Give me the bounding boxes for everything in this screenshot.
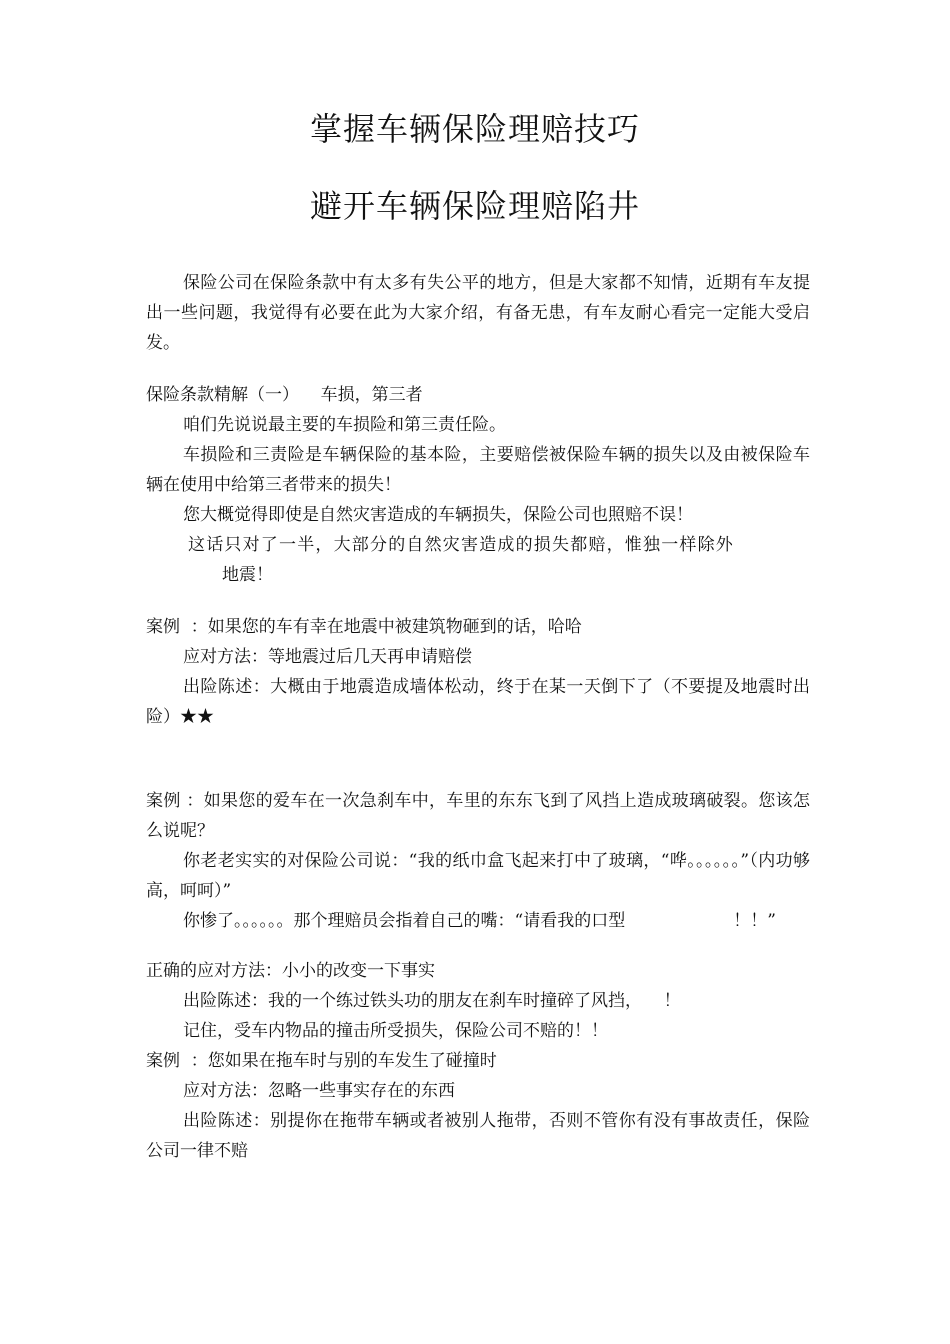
case-1-statement: 出险陈述：大概由于地震造成墙体松动，终于在某一天倒下了（不要提及地震时出险）★★ [146, 677, 810, 727]
case-2-paragraph: 你老老实实的对保险公司说：“我的纸巾盒飞起来打中了玻璃，“哗。。。。。。”（内功够高，呵呵）” [146, 851, 810, 901]
intro-section [146, 268, 810, 358]
section-1-line-3: 这话只对了一半，大部分的自然灾害造成的损失都赔，惟独一样除外 [188, 535, 734, 555]
section-1-heading: 保险条款精解（一） 车损，第三者 [146, 385, 423, 405]
case-2-title: 案例 ：如果您的爱车在一次急刹车中，车里的东东飞到了风挡上造成玻璃破裂。您该怎么说呢？ [146, 791, 810, 841]
section-1-line-4: 地震！ [222, 565, 273, 585]
case-2-correct-method [146, 956, 810, 1046]
case-1-method: 应对方法：等地震过后几天再申请赔偿 [183, 647, 472, 667]
section-1 [146, 380, 810, 590]
case-3-title: 案例 ：您如果在拖车时与别的车发生了碰撞时 [146, 1051, 497, 1071]
section-1-paragraph: 车损险和三责险是车辆保险的基本险，主要赔偿被保险车辆的损失以及由被保险车辆在使用中给第三者带来的损失！ [146, 445, 810, 495]
case-3-method: 应对方法：忽略一些事实存在的东西 [183, 1081, 455, 1101]
case-3-statement: 出险陈述：别提你在拖带车辆或者被别人拖带，否则不管你有没有事故责任，保险公司一律不赔 [146, 1111, 810, 1161]
case-2-method: 正确的应对方法：小小的改变一下事实 [146, 961, 435, 981]
document-title-line-1: 掌握车辆保险理赔技巧 [309, 110, 640, 148]
intro-paragraph: 保险公司在保险条款中有太多有失公平的地方，但是大家都不知情，近期有车友提出一些问题，我觉得有必要在此为大家介绍，有备无患，有车友耐心看完一定能大受启发。 [146, 273, 810, 353]
case-2-note: 记住，受车内物品的撞击所受损失，保险公司不赔的！！ [183, 1021, 608, 1041]
case-2-line-1: 你惨了。。。。。。那个理赔员会指着自己的嘴：“请看我的口型 ！！” [183, 911, 776, 931]
case-1-title: 案例 ：如果您的车有幸在地震中被建筑物砸到的话，哈哈 [146, 617, 582, 637]
case-2 [146, 786, 810, 936]
case-2-statement: 出险陈述：我的一个练过铁头功的朋友在刹车时撞碎了风挡， ！ [183, 991, 681, 1011]
section-1-line-1: 咱们先说说最主要的车损险和第三责任险。 [183, 415, 506, 435]
document-title-line-2: 避开车辆保险理赔陷井 [309, 187, 640, 225]
case-1 [146, 612, 810, 732]
case-3 [146, 1046, 810, 1166]
section-1-line-2: 您大概觉得即使是自然灾害造成的车辆损失，保险公司也照赔不误！ [183, 505, 693, 525]
